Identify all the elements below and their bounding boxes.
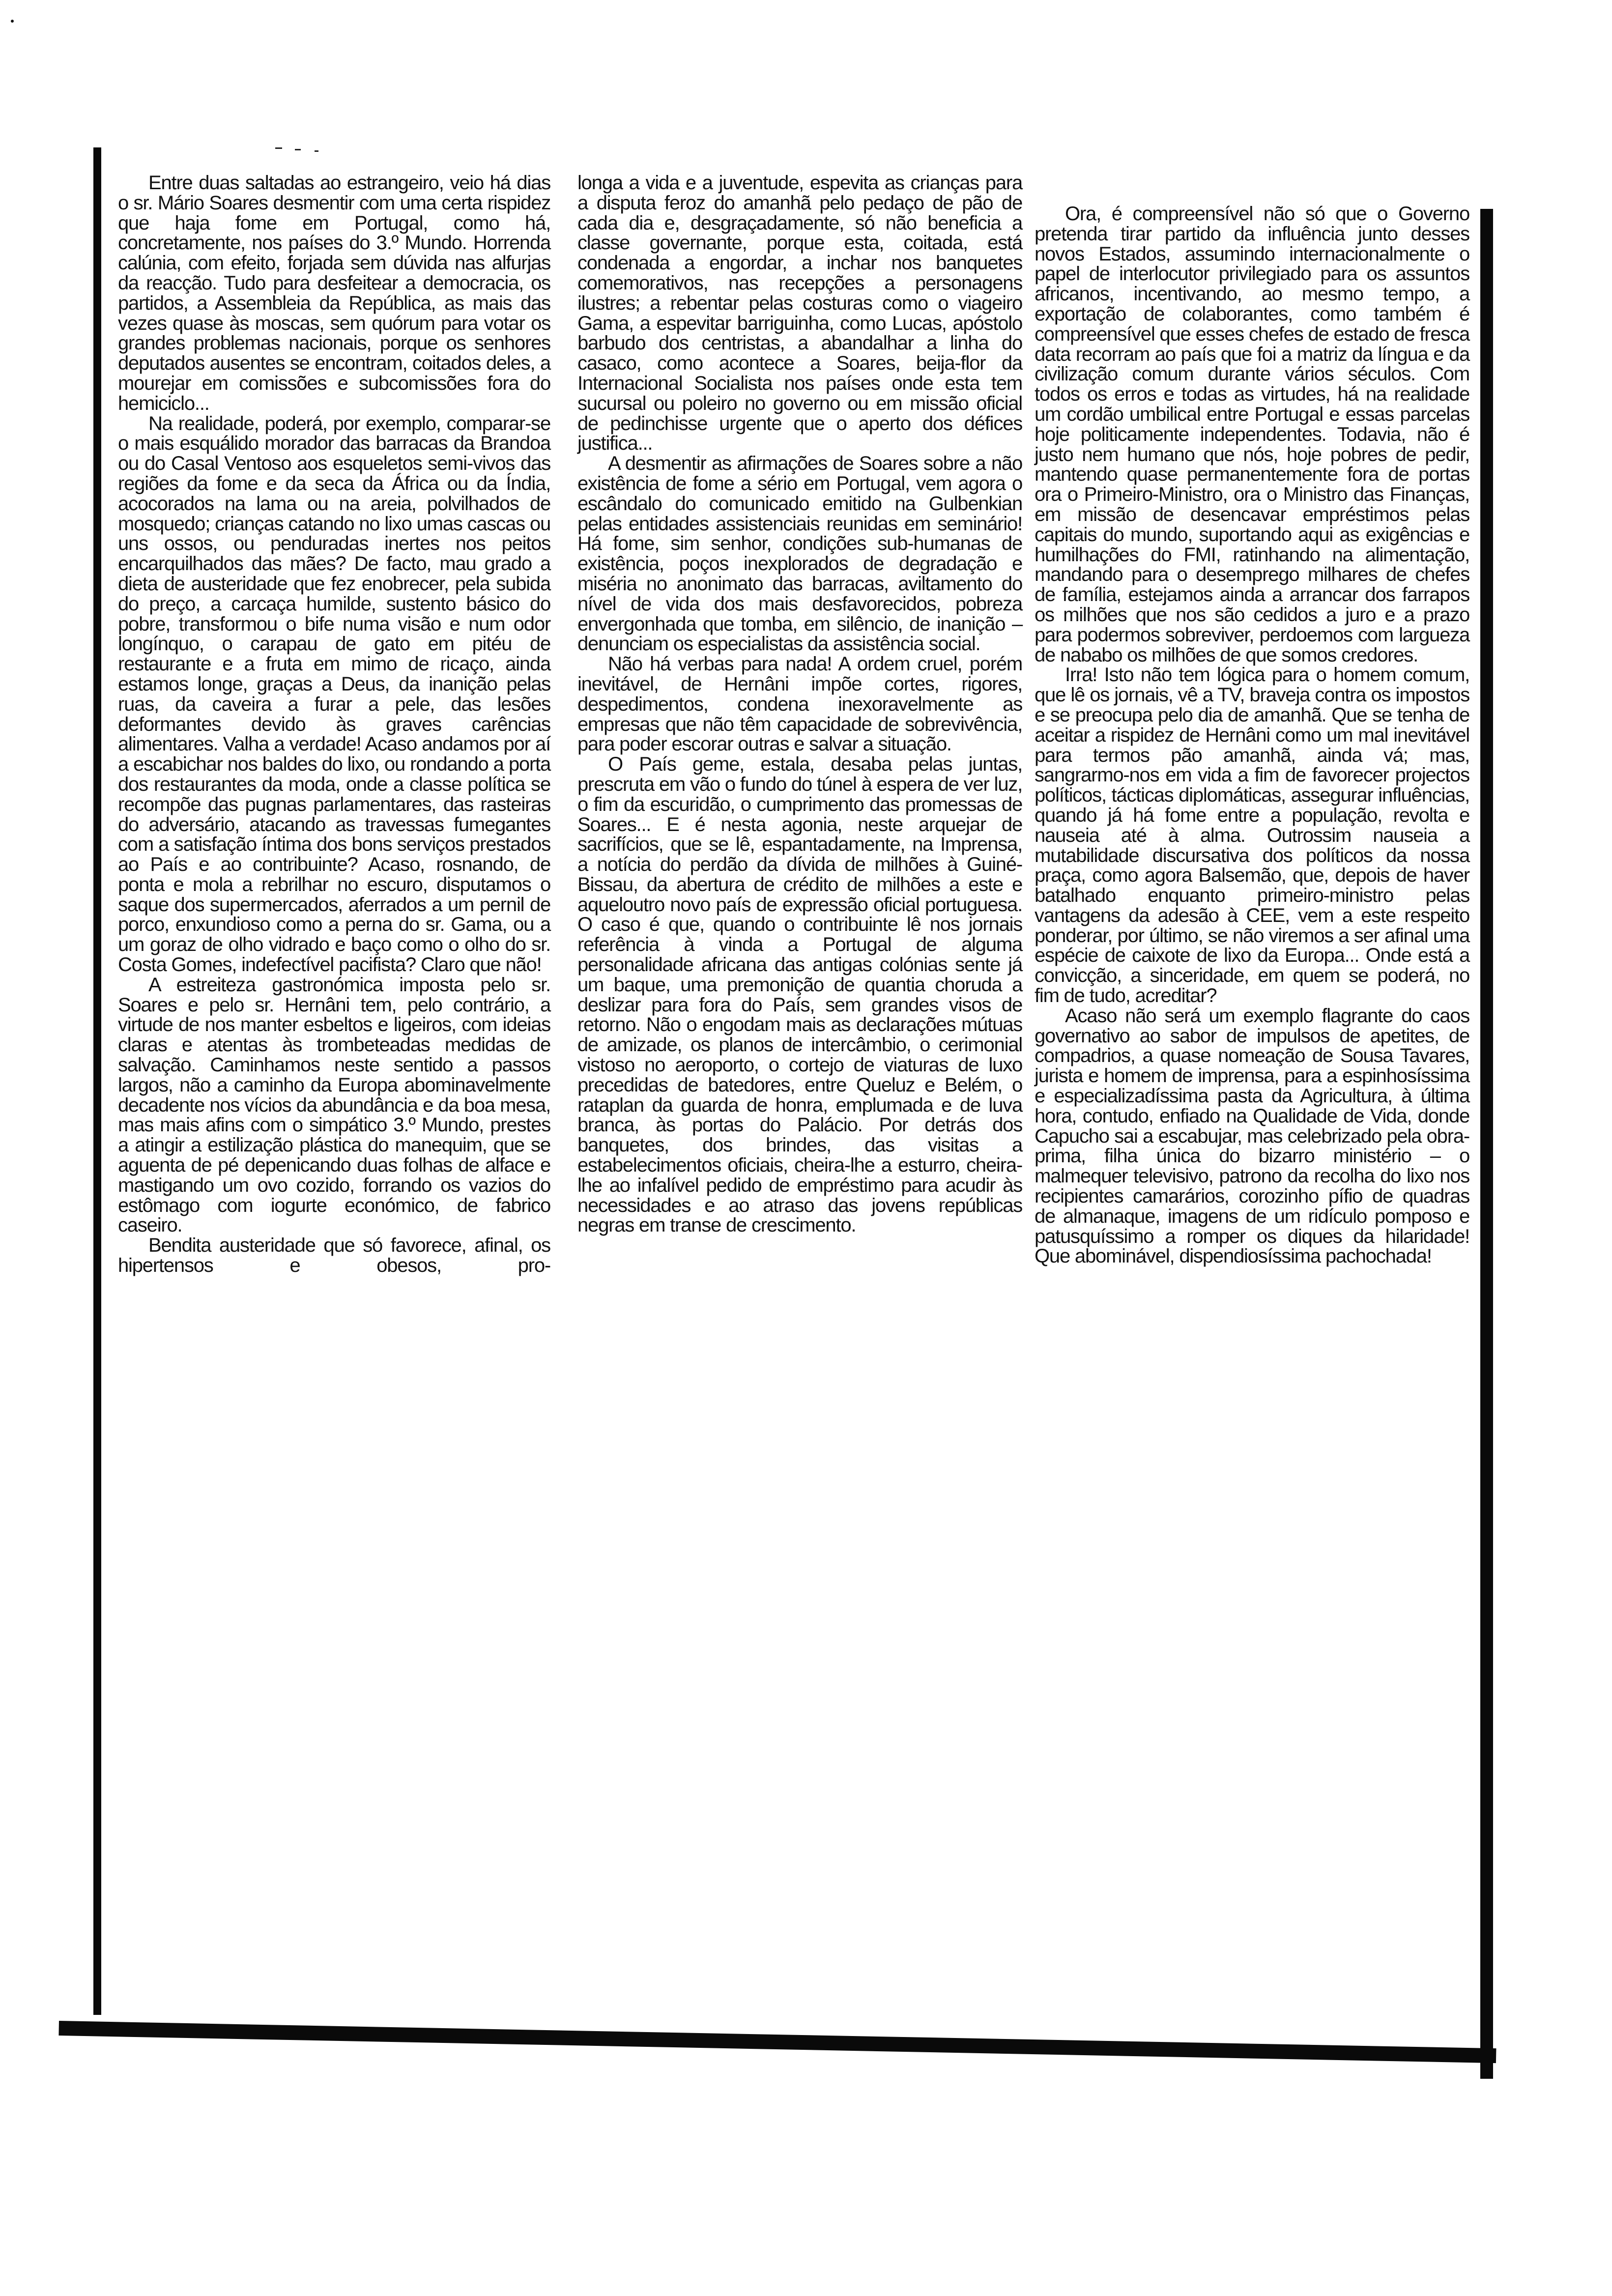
print-mark: [295, 149, 301, 150]
paragraph: Na realidade, poderá, por exemplo, comparar-se o mais esquálido morador das barracas da Brandoa ou do Casal Ventoso aos esqueletos semi-vivos das regiões da fome e da seca da África ou da Índia, acocorados na lama ou na areia, polvilhados de mosquedo; crianças catando no lixo umas cascas ou uns ossos, ou penduradas inertes nos peitos encarquilhados das mães? De facto, mau grado a dieta de austeridade que fez enobrecer, pela subida do preço, a carcaça humilde, sustento básico do pobre, transformou o bife numa visão e num odor longínquo, o carapau de gato em pitéu de restaurante e a fruta em mimo de ricaço, ainda estamos longe, graças a Deus, da inanição pelas ruas, da caveira a furar a pele, das lesões deformantes devido às graves carências alimentares. Valha a verdade! Acaso andamos por aí a escabichar nos baldes do lixo, ou rondando a porta dos restaurantes da moda, onde a classe política se recompõe das pugnas parlamentares, das rasteiras do adversário, atacando as travessas fumegantes com a satisfação íntima dos bons serviços prestados ao País e ao contribuinte? Acaso, rosnando, de ponta e mola a rebrilhar no escuro, disputamos o saque dos supermercados, aferrados a um pernil de porco, enxundioso como a perna do sr. Gama, ou a um goraz de olho vidrado e baço como o olho do sr. Costa Gomes, indefectível pacifista? Claro que não!: [118, 412, 550, 976]
right-border-rule: [1480, 209, 1493, 2079]
paragraph: Entre duas saltadas ao estrangeiro, veio há dias o sr. Mário Soares desmentir com uma certa rispidez que haja fome em Portugal, como há, concretamente, nos países do 3.º Mundo. Horrenda calúnia, com efeito, forjada sem dúvida nas alfurjas da reacção. Tudo para desfeitear a democracia, os partidos, a Assembleia da República, as mais das vezes quase às moscas, sem quórum para votar os grandes problemas nacionais, porque os senhores deputados ausentes se encontram, coitados deles, a mourejar em comissões e subcomissões fora do hemiciclo...: [118, 172, 550, 414]
bottom-border-rule: [58, 2021, 1496, 2063]
paragraph: A desmentir as afirmações de Soares sobre a não existência de fome a sério em Portugal, vem agora o escândalo do comunicado emitido na Gulbenkian pelas entidades assistenciais reunidas em seminário! Há fome, sim senhor, condições sub-humanas de existência, poços inexplorados de degradação e miséria no anonimato das barracas, aviltamento do nível de vida dos mais desfavorecidos, pobreza envergonhada que tomba, em silêncio, de inanição – denunciam os especialistas da assistência social.: [577, 453, 1022, 655]
print-mark: [315, 150, 318, 152]
left-border-rule: [93, 147, 101, 2015]
paragraph: Acaso não será um exemplo flagrante do caos governativo ao sabor de impulsos de apetites, de compadrios, a quase nomeação de Sousa Tavares, jurista e homem de imprensa, para a espinhosíssima e especializadíssima pasta da Agricultura, à última hora, contudo, enfiado na Qualidade de Vida, donde Capucho sai a escabujar, mas celebrizado pela obra-prima, filha única do bizarro ministério – o malmequer televisivo, patrono da recolha do lixo nos recipientes camarários, corozinho pífio de quadras de almanaque, imagens de um ridículo pomposo e patusquíssimo a romper os diques da hilaridade! Que abominável, dispendiosíssima pachochada!: [1035, 1004, 1469, 1267]
paragraph: O País geme, estala, desaba pelas juntas, prescruta em vão o fundo do túnel à espera de ver luz, o fim da escuridão, o cumprimento das promessas de Soares... E é nesta agonia, neste arquejar de sacrifícios, que se lê, espantadamente, na Imprensa, a notícia do perdão da dívida de milhões à Guiné-Bissau, da abertura de crédito de milhões a este e aqueloutro novo país de expressão oficial portuguesa. O caso é que, quando o contribuinte lê nos jornais referência à vinda a Portugal de alguma personalidade africana das antigas colónias sente já um baque, uma premonição de quantia choruda a deslizar para fora do País, sem grandes visos de retorno. Não o engodam mais as declarações mútuas de amizade, os planos de intercâmbio, o cerimonial vistoso no aeroporto, o cortejo de viaturas de luxo precedidas de batedores, entre Queluz e Belém, o rataplan da guarda de honra, emplumada e de luva branca, às portas do Palácio. Por detrás dos banquetes, dos brindes, das visitas a estabelecimentos oficiais, cheira-lhe a esturro, cheira-lhe ao infalível pedido de empréstimo para acudir às necessidades e ao atraso das jovens repúblicas negras em transe de crescimento.: [577, 753, 1022, 1236]
article-column-2: [577, 173, 1022, 1235]
print-mark: [275, 147, 282, 149]
print-speck: [11, 20, 14, 23]
paragraph: Não há verbas para nada! A ordem cruel, porém inevitável, de Hernâni impõe cortes, rigores, despedimentos, condena inexoravelmente as empresas que não têm capacidade de sobrevivência, para poder escorar outras e salvar a situação.: [577, 653, 1022, 755]
paragraph: Irra! Isto não tem lógica para o homem comum, que lê os jornais, vê a TV, braveja contra os impostos e se preocupa pelo dia de amanhã. Que se tenha de aceitar a rispidez de Hernâni como um mal inevitável para termos pão amanhã, ainda vá; mas, sangrarmo-nos em vida a fim de favorecer projectos políticos, tácticas diplomáticas, assegurar influências, quando já há fome entre a população, revolta e nauseia até à alma. Outrossim nauseia a mutabilidade discursativa dos políticos da nossa praça, como agora Balsemão, que, depois de haver batalhado enquanto primeiro-ministro pelas vantagens da adesão à CEE, vem a este respeito ponderar, por último, se não viremos a ser afinal uma espécie de caixote de lixo da Europa... Onde está a convicção, a sinceridade, em quem se poderá, no fim de tudo, acreditar?: [1035, 664, 1469, 1007]
paragraph: Bendita austeridade que só favorece, afinal, os hipertensos e obesos, pro-: [118, 1234, 550, 1277]
article-column-3: [1035, 204, 1469, 1266]
article-column-1: [118, 173, 550, 1276]
paragraph: A estreiteza gastronómica imposta pelo sr. Soares e pelo sr. Hernâni tem, pelo contrário, a virtude de nos manter esbeltos e ligeiros, com ideias claras e atentas às trombeteadas medidas de salvação. Caminhamos neste sentido a passos largos, não a caminho da Europa abominavelmente decadente nos vícios da abundância e da boa mesa, mas mais afins com o simpático 3.º Mundo, prestes a atingir a estilização plástica do manequim, que se aguenta de pé depenicando duas folhas de alface e mastigando um ovo cozido, forrando os vazios do estômago com iogurte económico, de fabrico caseiro.: [118, 974, 550, 1236]
paragraph: Ora, é compreensível não só que o Governo pretenda tirar partido da influência junto desses novos Estados, assumindo internacionalmente o papel de interlocutor privilegiado para os assuntos africanos, incentivando, ao mesmo tempo, a exportação de colaborantes, como também é compreensível que esses chefes de estado de fresca data recorram ao país que foi a matriz da língua e da civilização comum durante vários séculos. Com todos os erros e todas as virtudes, há na realidade um cordão umbilical entre Portugal e essas parcelas hoje politicamente independentes. Todavia, não é justo nem humano que nós, hoje pobres de pedir, mantendo quase permanentemente fora de portas ora o Primeiro-Ministro, ora o Ministro das Finanças, em missão de desencavar empréstimos pelas capitais do mundo, suportando aqui as exigências e humilhações do FMI, ratinhando na alimentação, mandando para o desemprego milhares de chefes de família, estejamos ainda a arrancar dos farrapos os milhões que nos são cedidos a juro e a prazo para podermos sobreviver, perdoemos com largueza de nababo os milhões de que somos credores.: [1035, 203, 1470, 666]
paragraph: longa a vida e a juventude, espevita as crianças para a disputa feroz do amanhã pelo pedaço de pão de cada dia e, desgraçadamente, só não beneficia a classe governante, porque esta, coitada, está condenada a engordar, a inchar nos banquetes comemorativos, nas recepções a personagens ilustres; a rebentar pelas costuras como o viageiro Gama, a espevitar barriguinha, como Lucas, apóstolo barbudo dos centristas, a abandalhar a linha do casaco, como acontece a Soares, beija-flor da Internacional Socialista nos países onde esta tem sucursal ou poleiro no governo ou em missão oficial de pedinchisse urgente que o aperto dos défices justifica...: [577, 172, 1022, 455]
